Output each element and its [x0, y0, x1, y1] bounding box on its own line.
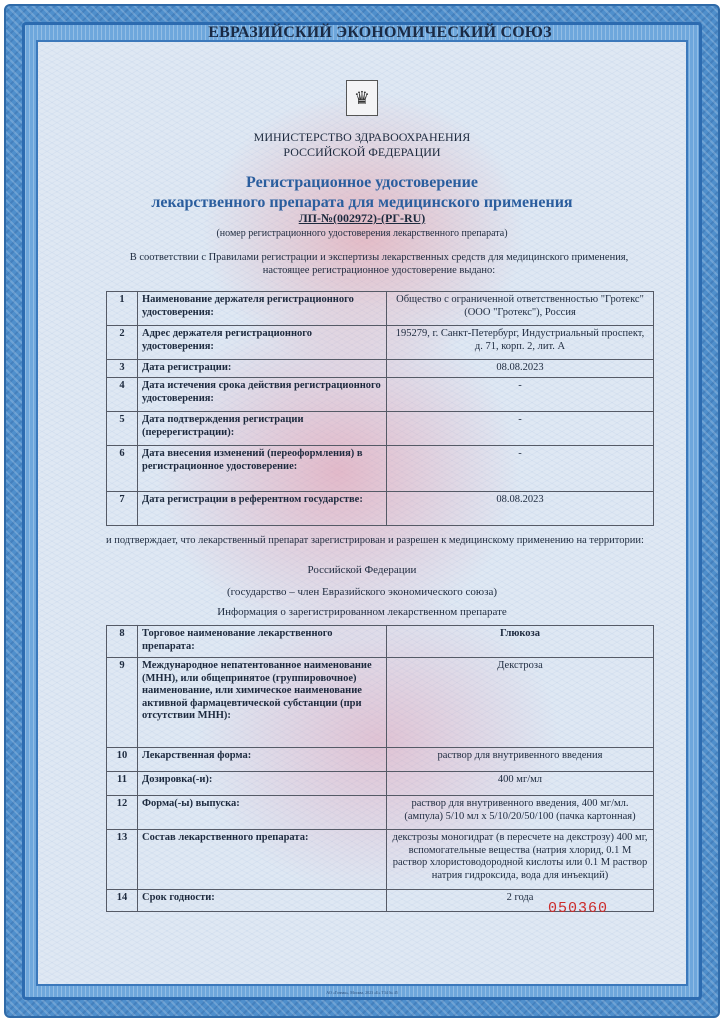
row-label: Срок годности: — [138, 890, 387, 912]
row-value: - — [387, 446, 654, 492]
table-row — [107, 796, 654, 830]
row-number: 6 — [107, 446, 138, 492]
row-value: 2 года — [387, 890, 654, 912]
intro-paragraph: В соответствии с Правилами регистрации и экспертизы лекарственных средств для медицинского применения, настоящее регистрационное удостоверение выдано: — [129, 252, 629, 276]
table-row — [107, 446, 654, 492]
holder-info-table — [106, 291, 654, 526]
table-row — [107, 830, 654, 890]
row-number: 3 — [107, 360, 138, 378]
row-number: 13 — [107, 830, 138, 890]
row-value: раствор для внутривенного введения, 400 мг/мл. (ампула) 5/10 мл х 5/10/20/50/100 (пачка картонная) — [387, 796, 654, 830]
row-value: - — [387, 412, 654, 446]
row-label: Форма(-ы) выпуска: — [138, 796, 387, 830]
table-row — [107, 378, 654, 412]
row-number: 1 — [107, 292, 138, 326]
printer-imprint: АО «Гознак», Москва, 2023 «Б» Т34 № 45 — [326, 990, 398, 995]
table-row — [107, 658, 654, 748]
row-number: 12 — [107, 796, 138, 830]
row-number: 10 — [107, 748, 138, 772]
table-row — [107, 412, 654, 446]
row-number: 2 — [107, 326, 138, 360]
table-row — [107, 360, 654, 378]
row-value: 08.08.2023 — [387, 360, 654, 378]
country-name: Российской Федерации — [307, 564, 417, 576]
serial-number: 050360 — [548, 900, 609, 917]
row-label: Международное непатентованное наименование (МНН), или общепринятое (группировочное) наименование, или химическое наименование активной фармацевтической субстанции (при отсутствии МНН): — [138, 658, 387, 748]
row-value: Декстроза — [387, 658, 654, 748]
row-label: Дата регистрации в референтном государстве: — [138, 492, 387, 526]
table-row — [107, 772, 654, 796]
row-value: раствор для внутривенного введения — [387, 748, 654, 772]
table-row — [107, 492, 654, 526]
row-label: Дата подтверждения регистрации (перерегистрации): — [138, 412, 387, 446]
row-value: - — [387, 378, 654, 412]
ministry-line-2: РОССИЙСКОЙ ФЕДЕРАЦИИ — [283, 145, 441, 159]
row-number: 11 — [107, 772, 138, 796]
row-number: 9 — [107, 658, 138, 748]
ministry-line-1: МИНИСТЕРСТВО ЗДРАВООХРАНЕНИЯ — [253, 130, 471, 144]
row-label: Дата регистрации: — [138, 360, 387, 378]
registration-number-caption: (номер регистрационного удостоверения лекарственного препарата) — [216, 228, 508, 239]
row-value: Общество с ограниченной ответственностью "Гротекс" (ООО "Гротекс"), Россия — [387, 292, 654, 326]
row-label: Состав лекарственного препарата: — [138, 830, 387, 890]
drug-info-table — [106, 625, 654, 912]
table-row — [107, 748, 654, 772]
row-label: Адрес держателя регистрационного удостоверения: — [138, 326, 387, 360]
row-label: Дозировка(-и): — [138, 772, 387, 796]
confirmation-paragraph: и подтверждает, что лекарственный препарат зарегистрирован и разрешен к медицинскому применению на территории: — [106, 535, 644, 546]
row-number: 14 — [107, 890, 138, 912]
row-number: 5 — [107, 412, 138, 446]
union-header: ЕВРАЗИЙСКИЙ ЭКОНОМИЧЕСКИЙ СОЮЗ — [208, 24, 552, 41]
table-row — [107, 326, 654, 360]
coat-of-arms-icon: ♛ — [346, 80, 378, 116]
table-row — [107, 292, 654, 326]
row-value: декстрозы моногидрат (в пересчете на декстрозу) 400 мг, вспомогательные вещества (натрия хлорид, 0.1 М раствор хлористоводородной кислоты или 0.1 М раствор натрия гидроксида, вода для инъекций) — [387, 830, 654, 890]
row-value: Глюкоза — [387, 626, 654, 658]
table-row — [107, 626, 654, 658]
row-number: 7 — [107, 492, 138, 526]
row-label: Дата внесения изменений (переоформления) в регистрационное удостоверение: — [138, 446, 387, 492]
row-value: 08.08.2023 — [387, 492, 654, 526]
registration-number: ЛП-№(002972)-(РГ-RU) — [298, 211, 426, 225]
certificate-title-line-1: Регистрационное удостоверение — [246, 174, 478, 191]
row-label: Торговое наименование лекарственного препарата: — [138, 626, 387, 658]
row-value: 400 мг/мл — [387, 772, 654, 796]
row-label: Дата истечения срока действия регистрационного удостоверения: — [138, 378, 387, 412]
certificate-title-line-2: лекарственного препарата для медицинского применения — [151, 194, 573, 211]
row-number: 8 — [107, 626, 138, 658]
row-label: Наименование держателя регистрационного удостоверения: — [138, 292, 387, 326]
row-number: 4 — [107, 378, 138, 412]
row-value: 195279, г. Санкт-Петербург, Индустриальный проспект, д. 71, корп. 2, лит. А — [387, 326, 654, 360]
info-heading: Информация о зарегистрированном лекарственном препарате — [217, 606, 507, 618]
country-caption: (государство – член Евразийского экономического союза) — [227, 586, 497, 598]
row-label: Лекарственная форма: — [138, 748, 387, 772]
